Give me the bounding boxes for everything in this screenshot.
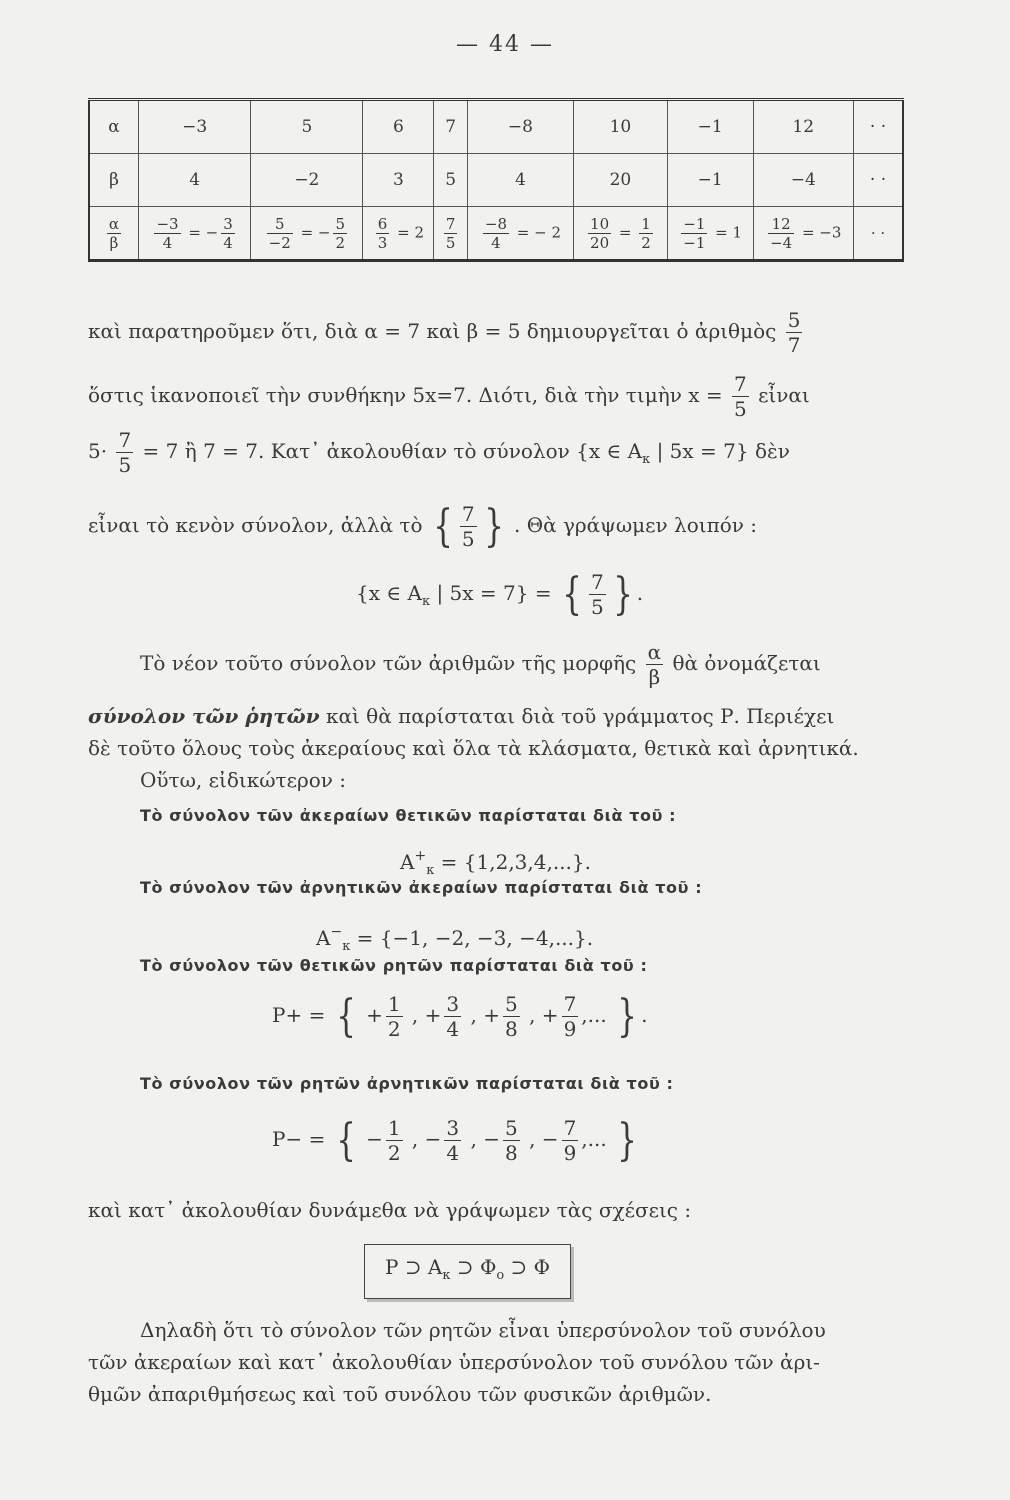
table-cell: 20 (573, 154, 667, 207)
equation: $A^-_\kappa = \{-1$, −2, −3, −4,...}. (316, 924, 594, 954)
fraction: $\frac{-3}{4}$ (156, 214, 179, 252)
text-line: Τὸ νέον τοῦτο σύνολον τῶν ἀριθμῶν τῆς μορφῆς $\frac{\alpha}{\beta}$ θὰ ὀνομάζεται (140, 640, 821, 689)
table-cell: · · (854, 100, 904, 154)
table-cell: −1 (667, 100, 753, 154)
text-line: καὶ κατ᾽ ἀκολουθίαν δυνάμεθα νὰ γράψωμεν τὰς σχέσεις : (88, 1198, 692, 1222)
fraction: $\frac{7}{5}$ (733, 372, 747, 421)
fraction: $\frac{\alpha}{\beta}$ (647, 640, 662, 689)
fraction: $\frac{-1}{-1}$ (683, 214, 706, 252)
text-line: Δηλαδὴ ὅτι τὸ σύνολον τῶν ρητῶν εἶναι ὑπερσύνολον τοῦ συνόλου (140, 1318, 826, 1342)
table-cell: 6 (363, 100, 434, 154)
fraction: $\frac{6}{3}$ (377, 214, 388, 252)
text-line: καὶ παρατηροῦμεν ὅτι, διὰ α = 7 καὶ β = 5 δημιουργεῖται ὁ ἀριθμὸς $\frac{5}{7}$ (88, 308, 801, 357)
fraction: $\frac{10}{20}$ (590, 214, 610, 252)
text-line: Οὕτω, εἰδικώτερον : (140, 768, 347, 792)
boxed-relation: P ⊃ $A_\kappa$ ⊃ $\Phi_o$ ⊃ Φ (364, 1244, 571, 1299)
table-cell: $\frac{-3}{4}$ = − $\frac{3}{4}$ (139, 207, 251, 261)
text-line: εἶναι τὸ κενὸν σύνολον, ἀλλὰ τὸ { $\frac{7}{5}$ } . Θὰ γράψωμεν λοιπόν : (88, 500, 758, 552)
table-cell: $\frac{10}{20}$ = $\frac{1}{2}$ (573, 207, 667, 261)
table-cell: $\frac{6}{3}$ = 2 (363, 207, 434, 261)
table-row-alpha (89, 100, 903, 154)
text-line: δὲ τοῦτο ὅλους τοὺς ἀκεραίους καὶ ὅλα τὰ κλάσματα, θετικὰ καὶ ἀρνητικά. (88, 736, 859, 760)
fraction: $\frac{7}{5}$ (461, 502, 475, 551)
fraction: $\frac{5}{-2}$ (268, 214, 291, 252)
table-cell: $\frac{12}{-4}$ = −3 (753, 207, 854, 261)
fraction: $\frac{7}{5}$ (590, 570, 604, 619)
table-cell: $\frac{5}{-2}$ = − $\frac{5}{2}$ (251, 207, 363, 261)
section-label: Τὸ σύνολον τῶν ἀκεραίων θετικῶν παρίσταται διὰ τοῦ : (140, 806, 677, 825)
fraction: $\frac{3}{4}$ (446, 1116, 460, 1165)
fraction: $\frac{3}{4}$ (223, 214, 233, 252)
fraction: $\frac{12}{-4}$ (770, 214, 793, 252)
row-label: β (89, 154, 139, 207)
row-label: α (89, 100, 139, 154)
fraction: $\frac{1}{2}$ (387, 1116, 401, 1165)
table-cell: 5 (251, 100, 363, 154)
fraction: $\frac{7}{9}$ (563, 992, 577, 1041)
table-cell: 3 (363, 154, 434, 207)
section-label: Τὸ σύνολον τῶν θετικῶν ρητῶν παρίσταται διὰ τοῦ : (140, 956, 648, 975)
text-line: σύνολον τῶν ῥητῶν καὶ θὰ παρίσταται διὰ τοῦ γράμματος Ρ. Περιέχει (88, 704, 835, 728)
value-table (88, 98, 904, 262)
table-cell: −8 (467, 100, 573, 154)
table-cell: $\frac{-8}{4}$ = − 2 (467, 207, 573, 261)
table-cell: 4 (467, 154, 573, 207)
table-cell: · · (854, 154, 904, 207)
fraction: $\frac{7}{9}$ (563, 1116, 577, 1165)
table-cell (434, 207, 468, 261)
text-line: θμῶν ἀπαριθμήσεως καὶ τοῦ συνόλου τῶν φυσικῶν ἀριθμῶν. (88, 1382, 712, 1406)
table-cell: 5 (434, 154, 468, 207)
table-cell: $\frac{-1}{-1}$ = 1 (667, 207, 753, 261)
table-cell: 10 (573, 100, 667, 154)
equation: {x ∈ $A_\kappa$ | 5x = 7} = { $\frac{7}{5}$ } . (356, 568, 644, 620)
table-cell: −2 (251, 154, 363, 207)
fraction: $\frac{5}{2}$ (335, 214, 346, 252)
page-number: — 44 — (456, 32, 554, 57)
fraction: $\frac{1}{2}$ (387, 992, 401, 1041)
fraction: $\frac{5}{8}$ (504, 1116, 518, 1165)
fraction: $\frac{7}{5}$ (118, 428, 132, 477)
table-cell: 12 (753, 100, 854, 154)
table-cell: −4 (753, 154, 854, 207)
fraction: $\frac{5}{7}$ (787, 308, 801, 357)
fraction: $\frac{7}{5}$ (445, 214, 456, 252)
fraction: $\frac{1}{2}$ (641, 214, 651, 252)
table-cell: 7 (434, 100, 468, 154)
text-line: 5· $\frac{7}{5}$ = 7 ἢ 7 = 7. Κατ᾽ ἀκολουθίαν τὸ σύνολον {x ∈ $A_\kappa$ | 5x = 7} δὲν (88, 428, 790, 477)
fraction: $\frac{-8}{4}$ (484, 214, 508, 252)
text-line: τῶν ἀκεραίων καὶ κατ᾽ ἀκολουθίαν ὑπερσύνολον τοῦ συνόλου τῶν ἀρι- (88, 1350, 820, 1374)
row-label (89, 207, 139, 261)
table-row-ratio (89, 207, 903, 261)
table-cell: −3 (139, 100, 251, 154)
ratio-label: $\frac{\alpha}{\beta}$ (108, 214, 120, 252)
section-label: Τὸ σύνολον τῶν ρητῶν ἀρνητικῶν παρίσταται διὰ τοῦ : (140, 1074, 674, 1093)
table-row-beta (89, 154, 903, 207)
text-line: ὅστις ἱκανοποιεῖ τὴν συνθήκην 5x=7. Διότι, διὰ τὴν τιμὴν x = $\frac{7}{5}$ εἶναι (88, 372, 810, 421)
equation: $A^+_\kappa = \{1,2,3,4,...\}$. (400, 848, 591, 878)
section-label: Τὸ σύνολον τῶν ἀρνητικῶν ἀκεραίων παρίσταται διὰ τοῦ : (140, 878, 703, 897)
table-cell: 4 (139, 154, 251, 207)
fraction: $\frac{3}{4}$ (446, 992, 460, 1041)
table-cell: · · (854, 207, 904, 261)
table-cell: −1 (667, 154, 753, 207)
fraction: $\frac{5}{8}$ (504, 992, 518, 1041)
equation: P− = { − $\frac{1}{2}$ , − $\frac{3}{4}$ , − $\frac{5}{8}$ , − $\frac{7}{9}$ ,... } (272, 1114, 637, 1166)
equation: P+ = { + $\frac{1}{2}$ , + $\frac{3}{4}$ , + $\frac{5}{8}$ , + $\frac{7}{9}$ ,... } . (272, 990, 648, 1042)
